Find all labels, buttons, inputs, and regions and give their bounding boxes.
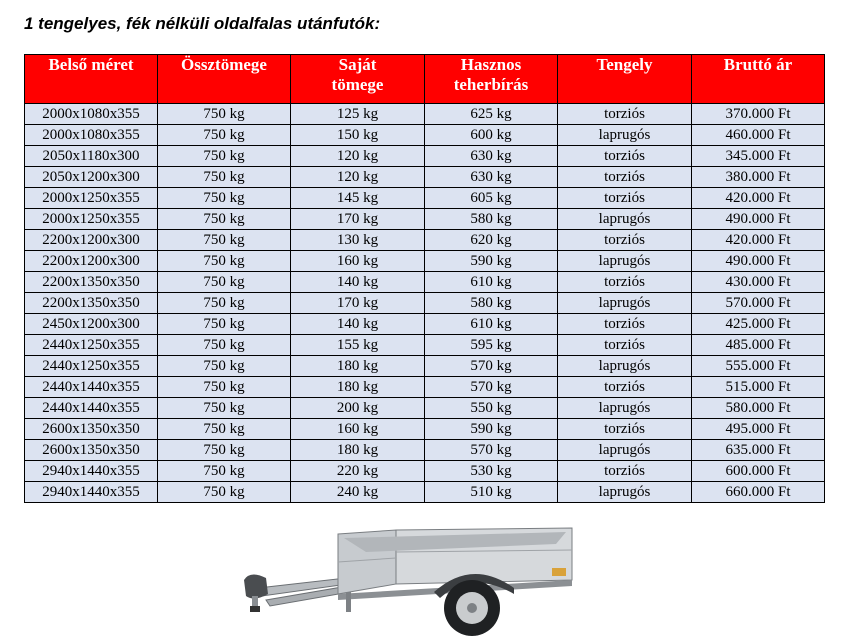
column-header-line2: tömege: [331, 75, 384, 94]
cell-payload: 595 kg: [425, 335, 558, 356]
table-row: [25, 104, 825, 125]
cell-own-weight: 120 kg: [291, 146, 425, 167]
cell-gross-price: 495.000 Ft: [692, 419, 825, 440]
column-header-line1: Tengely: [596, 55, 653, 74]
table-row: [25, 419, 825, 440]
cell-inner-size: 2050x1200x300: [25, 167, 158, 188]
trailer-image: [236, 522, 586, 640]
cell-total-weight: 750 kg: [158, 251, 291, 272]
column-header: [291, 55, 425, 104]
cell-gross-price: 515.000 Ft: [692, 377, 825, 398]
cell-inner-size: 2600x1350x350: [25, 419, 158, 440]
cell-payload: 590 kg: [425, 251, 558, 272]
cell-gross-price: 425.000 Ft: [692, 314, 825, 335]
cell-own-weight: 220 kg: [291, 461, 425, 482]
table-row: [25, 146, 825, 167]
table-row: [25, 356, 825, 377]
cell-own-weight: 200 kg: [291, 398, 425, 419]
cell-axle: torziós: [558, 419, 692, 440]
cell-total-weight: 750 kg: [158, 419, 291, 440]
cell-gross-price: 570.000 Ft: [692, 293, 825, 314]
cell-inner-size: 2000x1250x355: [25, 209, 158, 230]
cell-axle: laprugós: [558, 356, 692, 377]
cell-own-weight: 150 kg: [291, 125, 425, 146]
column-header-line1: Hasznos: [460, 55, 522, 74]
cell-payload: 570 kg: [425, 440, 558, 461]
cell-gross-price: 555.000 Ft: [692, 356, 825, 377]
cell-total-weight: 750 kg: [158, 230, 291, 251]
cell-gross-price: 420.000 Ft: [692, 188, 825, 209]
cell-payload: 610 kg: [425, 272, 558, 293]
cell-axle: torziós: [558, 377, 692, 398]
cell-total-weight: 750 kg: [158, 482, 291, 503]
cell-axle: torziós: [558, 461, 692, 482]
cell-axle: torziós: [558, 272, 692, 293]
cell-gross-price: 430.000 Ft: [692, 272, 825, 293]
cell-payload: 600 kg: [425, 125, 558, 146]
table-row: [25, 188, 825, 209]
cell-inner-size: 2200x1200x300: [25, 251, 158, 272]
cell-gross-price: 380.000 Ft: [692, 167, 825, 188]
table-row: [25, 293, 825, 314]
cell-own-weight: 170 kg: [291, 209, 425, 230]
cell-axle: laprugós: [558, 398, 692, 419]
cell-own-weight: 180 kg: [291, 356, 425, 377]
cell-inner-size: 2200x1350x350: [25, 272, 158, 293]
cell-gross-price: 490.000 Ft: [692, 251, 825, 272]
cell-payload: 625 kg: [425, 104, 558, 125]
cell-inner-size: 2200x1350x350: [25, 293, 158, 314]
cell-inner-size: 2050x1180x300: [25, 146, 158, 167]
cell-gross-price: 600.000 Ft: [692, 461, 825, 482]
table-row: [25, 167, 825, 188]
cell-axle: laprugós: [558, 125, 692, 146]
cell-axle: laprugós: [558, 482, 692, 503]
cell-inner-size: 2440x1440x355: [25, 398, 158, 419]
cell-payload: 605 kg: [425, 188, 558, 209]
cell-axle: torziós: [558, 188, 692, 209]
cell-total-weight: 750 kg: [158, 167, 291, 188]
column-header-line1: Össztömege: [181, 55, 267, 74]
cell-payload: 630 kg: [425, 146, 558, 167]
cell-total-weight: 750 kg: [158, 314, 291, 335]
cell-total-weight: 750 kg: [158, 335, 291, 356]
cell-axle: torziós: [558, 104, 692, 125]
cell-own-weight: 145 kg: [291, 188, 425, 209]
cell-payload: 530 kg: [425, 461, 558, 482]
cell-own-weight: 120 kg: [291, 167, 425, 188]
cell-inner-size: 2940x1440x355: [25, 461, 158, 482]
column-header: [692, 55, 825, 104]
column-header: [425, 55, 558, 104]
cell-own-weight: 180 kg: [291, 440, 425, 461]
cell-inner-size: 2440x1440x355: [25, 377, 158, 398]
table-row: [25, 461, 825, 482]
cell-gross-price: 460.000 Ft: [692, 125, 825, 146]
cell-payload: 580 kg: [425, 209, 558, 230]
page-title: 1 tengelyes, fék nélküli oldalfalas utánfutók:: [24, 14, 381, 33]
cell-total-weight: 750 kg: [158, 293, 291, 314]
cell-payload: 580 kg: [425, 293, 558, 314]
cell-total-weight: 750 kg: [158, 398, 291, 419]
table-row: [25, 209, 825, 230]
cell-payload: 630 kg: [425, 167, 558, 188]
cell-gross-price: 660.000 Ft: [692, 482, 825, 503]
cell-own-weight: 160 kg: [291, 251, 425, 272]
cell-inner-size: 2600x1350x350: [25, 440, 158, 461]
table-row: [25, 230, 825, 251]
cell-own-weight: 180 kg: [291, 377, 425, 398]
cell-payload: 620 kg: [425, 230, 558, 251]
cell-own-weight: 125 kg: [291, 104, 425, 125]
column-header-line1: Belső méret: [48, 55, 134, 74]
price-table: [24, 54, 825, 503]
table-row: [25, 335, 825, 356]
cell-total-weight: 750 kg: [158, 272, 291, 293]
cell-inner-size: 2000x1080x355: [25, 104, 158, 125]
cell-axle: laprugós: [558, 440, 692, 461]
cell-own-weight: 130 kg: [291, 230, 425, 251]
cell-axle: torziós: [558, 146, 692, 167]
cell-payload: 610 kg: [425, 314, 558, 335]
cell-axle: torziós: [558, 230, 692, 251]
cell-own-weight: 160 kg: [291, 419, 425, 440]
cell-total-weight: 750 kg: [158, 377, 291, 398]
cell-own-weight: 170 kg: [291, 293, 425, 314]
column-header-line1: Saját: [338, 55, 377, 74]
cell-gross-price: 490.000 Ft: [692, 209, 825, 230]
column-header-line2: teherbírás: [453, 75, 529, 94]
cell-axle: laprugós: [558, 293, 692, 314]
cell-total-weight: 750 kg: [158, 104, 291, 125]
cell-inner-size: 2200x1200x300: [25, 230, 158, 251]
table-row: [25, 125, 825, 146]
cell-payload: 570 kg: [425, 377, 558, 398]
cell-gross-price: 370.000 Ft: [692, 104, 825, 125]
cell-gross-price: 420.000 Ft: [692, 230, 825, 251]
column-header: [158, 55, 291, 104]
cell-total-weight: 750 kg: [158, 440, 291, 461]
cell-own-weight: 140 kg: [291, 272, 425, 293]
table-row: [25, 440, 825, 461]
cell-inner-size: 2000x1080x355: [25, 125, 158, 146]
table-body: [25, 104, 825, 503]
cell-axle: torziós: [558, 167, 692, 188]
cell-inner-size: 2940x1440x355: [25, 482, 158, 503]
cell-own-weight: 240 kg: [291, 482, 425, 503]
table-row: [25, 377, 825, 398]
cell-gross-price: 635.000 Ft: [692, 440, 825, 461]
table-row: [25, 272, 825, 293]
column-header: [558, 55, 692, 104]
cell-total-weight: 750 kg: [158, 125, 291, 146]
table-row: [25, 482, 825, 503]
cell-payload: 550 kg: [425, 398, 558, 419]
cell-axle: laprugós: [558, 209, 692, 230]
cell-inner-size: 2440x1250x355: [25, 335, 158, 356]
cell-inner-size: 2000x1250x355: [25, 188, 158, 209]
cell-inner-size: 2450x1200x300: [25, 314, 158, 335]
cell-own-weight: 155 kg: [291, 335, 425, 356]
cell-gross-price: 345.000 Ft: [692, 146, 825, 167]
column-header-line1: Bruttó ár: [723, 55, 793, 74]
cell-total-weight: 750 kg: [158, 146, 291, 167]
cell-axle: torziós: [558, 314, 692, 335]
cell-payload: 570 kg: [425, 356, 558, 377]
cell-gross-price: 485.000 Ft: [692, 335, 825, 356]
cell-payload: 590 kg: [425, 419, 558, 440]
table-row: [25, 251, 825, 272]
table-row: [25, 314, 825, 335]
table-row: [25, 398, 825, 419]
cell-own-weight: 140 kg: [291, 314, 425, 335]
cell-inner-size: 2440x1250x355: [25, 356, 158, 377]
cell-payload: 510 kg: [425, 482, 558, 503]
cell-gross-price: 580.000 Ft: [692, 398, 825, 419]
cell-total-weight: 750 kg: [158, 188, 291, 209]
cell-total-weight: 750 kg: [158, 461, 291, 482]
cell-axle: torziós: [558, 335, 692, 356]
cell-total-weight: 750 kg: [158, 209, 291, 230]
cell-axle: laprugós: [558, 251, 692, 272]
column-header: [25, 55, 158, 104]
table-header-row: [25, 55, 825, 104]
cell-total-weight: 750 kg: [158, 356, 291, 377]
